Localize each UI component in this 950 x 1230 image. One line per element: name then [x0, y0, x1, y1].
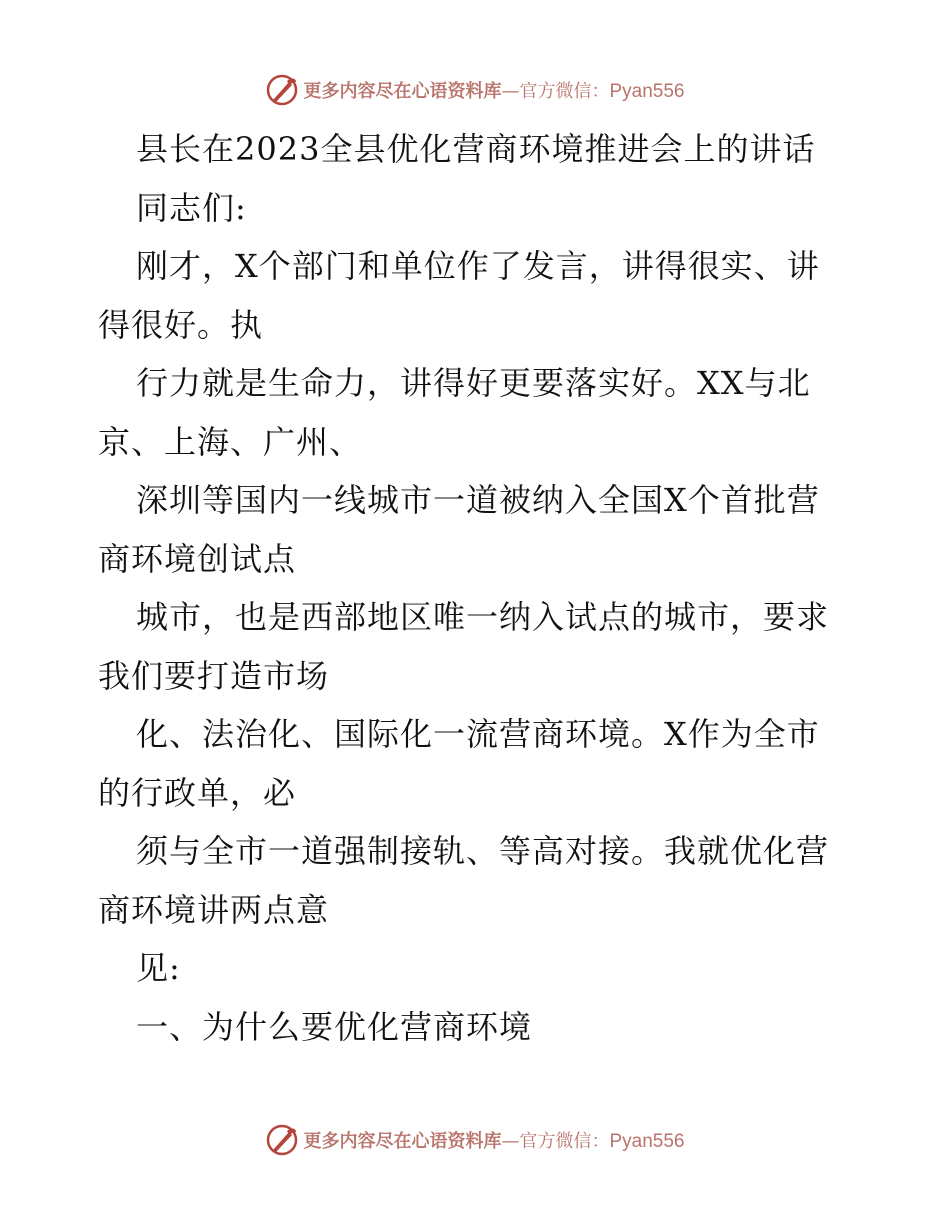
paragraph-line: 的行政单，必	[98, 773, 297, 812]
paragraph-line: 我们要打造市场	[98, 656, 330, 695]
paragraph-line: 化、法治化、国际化一流营商环境。X作为全市	[136, 715, 820, 753]
paragraph-line: 京、上海、广州、	[98, 422, 363, 461]
paragraph-line: 商环境讲两点意	[98, 890, 330, 929]
document-body	[98, 120, 858, 1056]
footer-watermark-banner	[0, 1120, 950, 1160]
banner-wechat-id: Pyan556	[609, 1131, 685, 1152]
banner-main-text: 更多内容尽在心语资料库	[303, 81, 502, 102]
header-watermark-banner	[0, 70, 950, 110]
paragraph-line: 得很好。执	[98, 305, 264, 344]
quill-pen-logo-icon	[265, 1123, 299, 1157]
paragraph-line: 城市，也是西部地区唯一纳入试点的城市，要求	[136, 598, 830, 636]
paragraph-line: 见:	[136, 949, 181, 987]
banner-main-text: 更多内容尽在心语资料库	[303, 1131, 502, 1152]
quill-pen-logo-icon	[265, 73, 299, 107]
paragraph-line: 须与全市一道强制接轨、等高对接。我就优化营	[136, 832, 830, 870]
banner-wechat-label: 官方微信：	[519, 1131, 610, 1152]
paragraph-line: 深圳等国内一线城市一道被纳入全国X个首批营	[136, 481, 820, 519]
paragraph-line: 行力就是生命力，讲得好更要落实好。XX与北	[136, 364, 811, 402]
document-title: 县长在2023全县优化营商环境推进会上的讲话	[136, 130, 816, 168]
paragraph-line: 刚才，X个部门和单位作了发言，讲得很实、讲	[136, 247, 820, 285]
banner-wechat-id: Pyan556	[609, 81, 685, 102]
section-heading: 一、为什么要优化营商环境	[136, 1007, 533, 1046]
banner-separator: —	[501, 1131, 520, 1152]
banner-wechat-label: 官方微信：	[519, 81, 610, 102]
salutation: 同志们:	[136, 188, 247, 227]
paragraph-line: 商环境创试点	[98, 539, 297, 578]
banner-separator: —	[501, 81, 520, 102]
